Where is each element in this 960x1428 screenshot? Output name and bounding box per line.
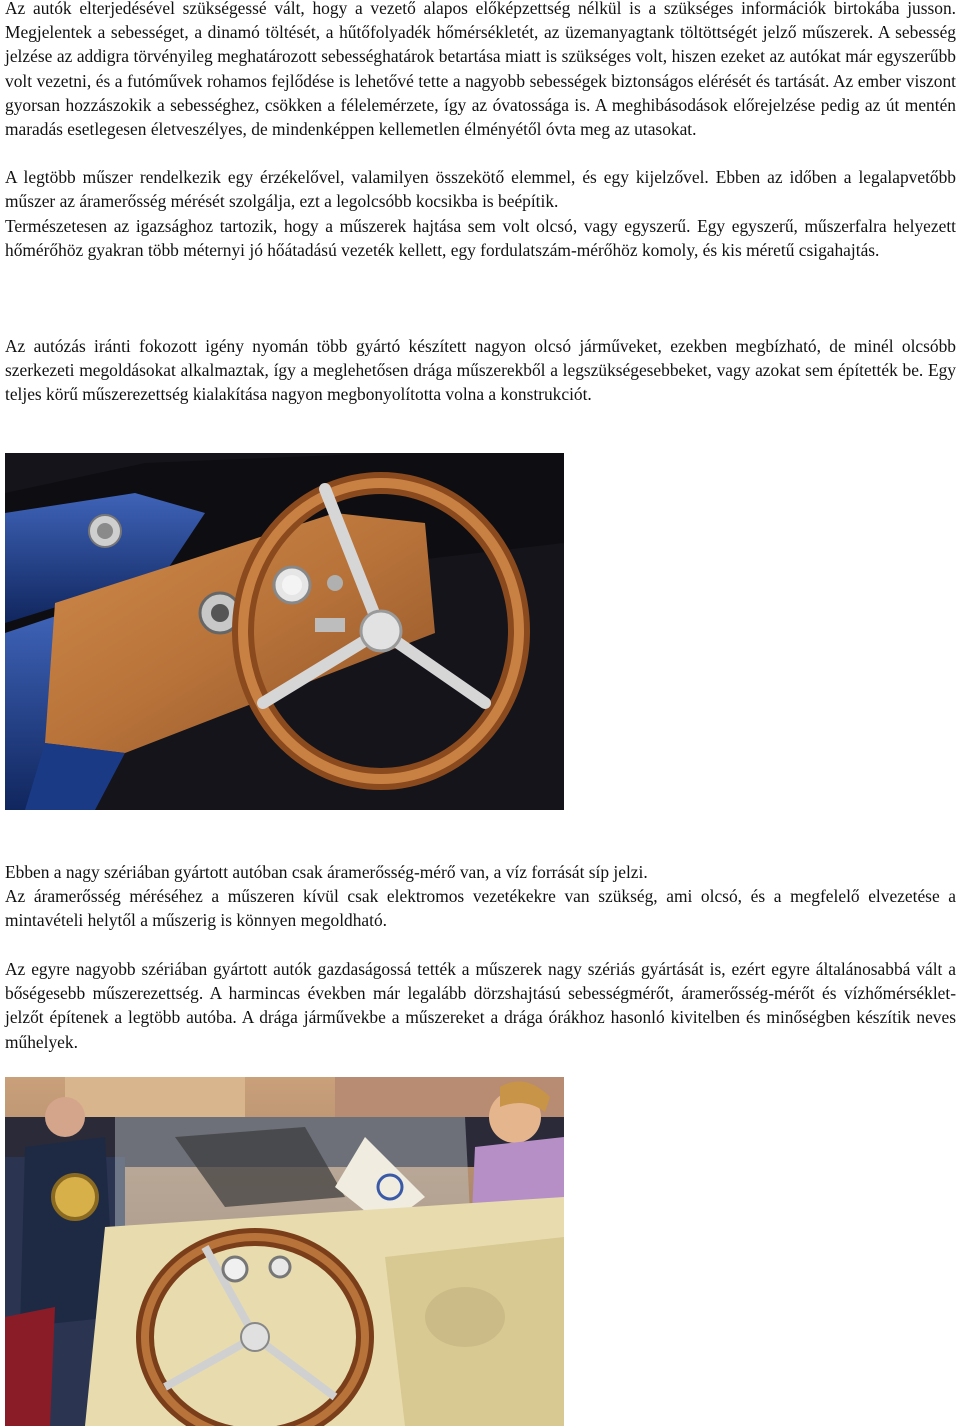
- photo-vintage-car-show: [5, 1077, 564, 1426]
- paragraph-mass-production: Az egyre nagyobb szériában gyártott autók gazdaságossá tették a műszerek nagy szériás gyártását is, ezért egyre általánosabbá vált a bőségesebb műszerezettség. A harmincas években már legalább dörzshajtású sebességmérőt, áramerősség-mérőt és vízhőmérséklet-jelzőt építenek a legtöbb autóba. A drága járművekbe a műszereket a drága órákhoz hasonló kivitelben és minőségben készítik neves műhelyek.: [5, 959, 956, 1052]
- paragraph-drive-costs: Természetesen az igazsághoz tartozik, hogy a műszerek hajtása sem volt olcsó, vagy egyszerű. Egy egyszerű, műszerfalra helyezett hőmérőhöz gyakran több méternyi jó hőátadású vezeték kellett, egy fordulatszám-mérőhöz komoly, és kis méretű csigahajtás.: [5, 216, 956, 261]
- paragraph-ammeter-wiring: Az áramerősség méréséhez a műszeren kívül csak elektromos vezetékekre van szükség, ami olcsó, és a megfelelő elvezetése a mintavételi helytől a műszerig is könnyen megoldható.: [5, 886, 956, 931]
- photo-steering-wheel-dashboard: [5, 453, 564, 810]
- paragraph-cheap-cars: Az autózás iránti fokozott igény nyomán több gyártó készített nagyon olcsó járműveket, ezekben megbízható, de minél olcsóbb szerkezeti megoldásokat alkalmaztak, így a meglehetősen drága műszerekből a legszükségesebbeket, vagy azokat sem építették be. Egy teljes körű műszerezettség kialakítása nagyon megbonyolította volna a konstrukciót.: [5, 336, 956, 405]
- caption-ammeter-only: Ebben a nagy szériában gyártott autóban csak áramerősség-mérő van, a víz forrását síp jelzi.: [5, 862, 648, 882]
- paragraph-instrument-history: Az autók elterjedésével szükségessé vált, hogy a vezető alapos előképzettség nélkül is a szükséges információk birtokába jusson. Megjelentek a sebességet, a dinamó töltését, a hűtőfolyadék hőmérsékletét, az üzemanyagtank töltöttségét jelző műszerek. A sebesség jelzése az addigra törvényileg meghatározott sebességhatárok betartása miatt is szükséges volt, hiszen ezeket az autókat már egyszerűbb volt vezetni, és a futóművek rohamos fejlődése is lehetővé tette a nagyobb sebességek biztonságos elérését és tartását. Az ember viszont gyorsan hozzászokik a sebességhez, csökken a félelemérzete, így az óvatossága is. A meghibásodások előrejelzése pedig az út mentén maradás esetlegesen életveszélyes, de mindenképpen kellemetlen élményétől óvta meg az utasokat.: [5, 0, 956, 140]
- paragraph-sensor-basics: A legtöbb műszer rendelkezik egy érzékelővel, valamilyen összekötő elemmel, és egy kijelzővel. Ebben az időben a legalapvetőbb műszer az áramerősség mérését szolgálja, ezt a legolcsóbb kocsikba is beépítik.: [5, 167, 956, 212]
